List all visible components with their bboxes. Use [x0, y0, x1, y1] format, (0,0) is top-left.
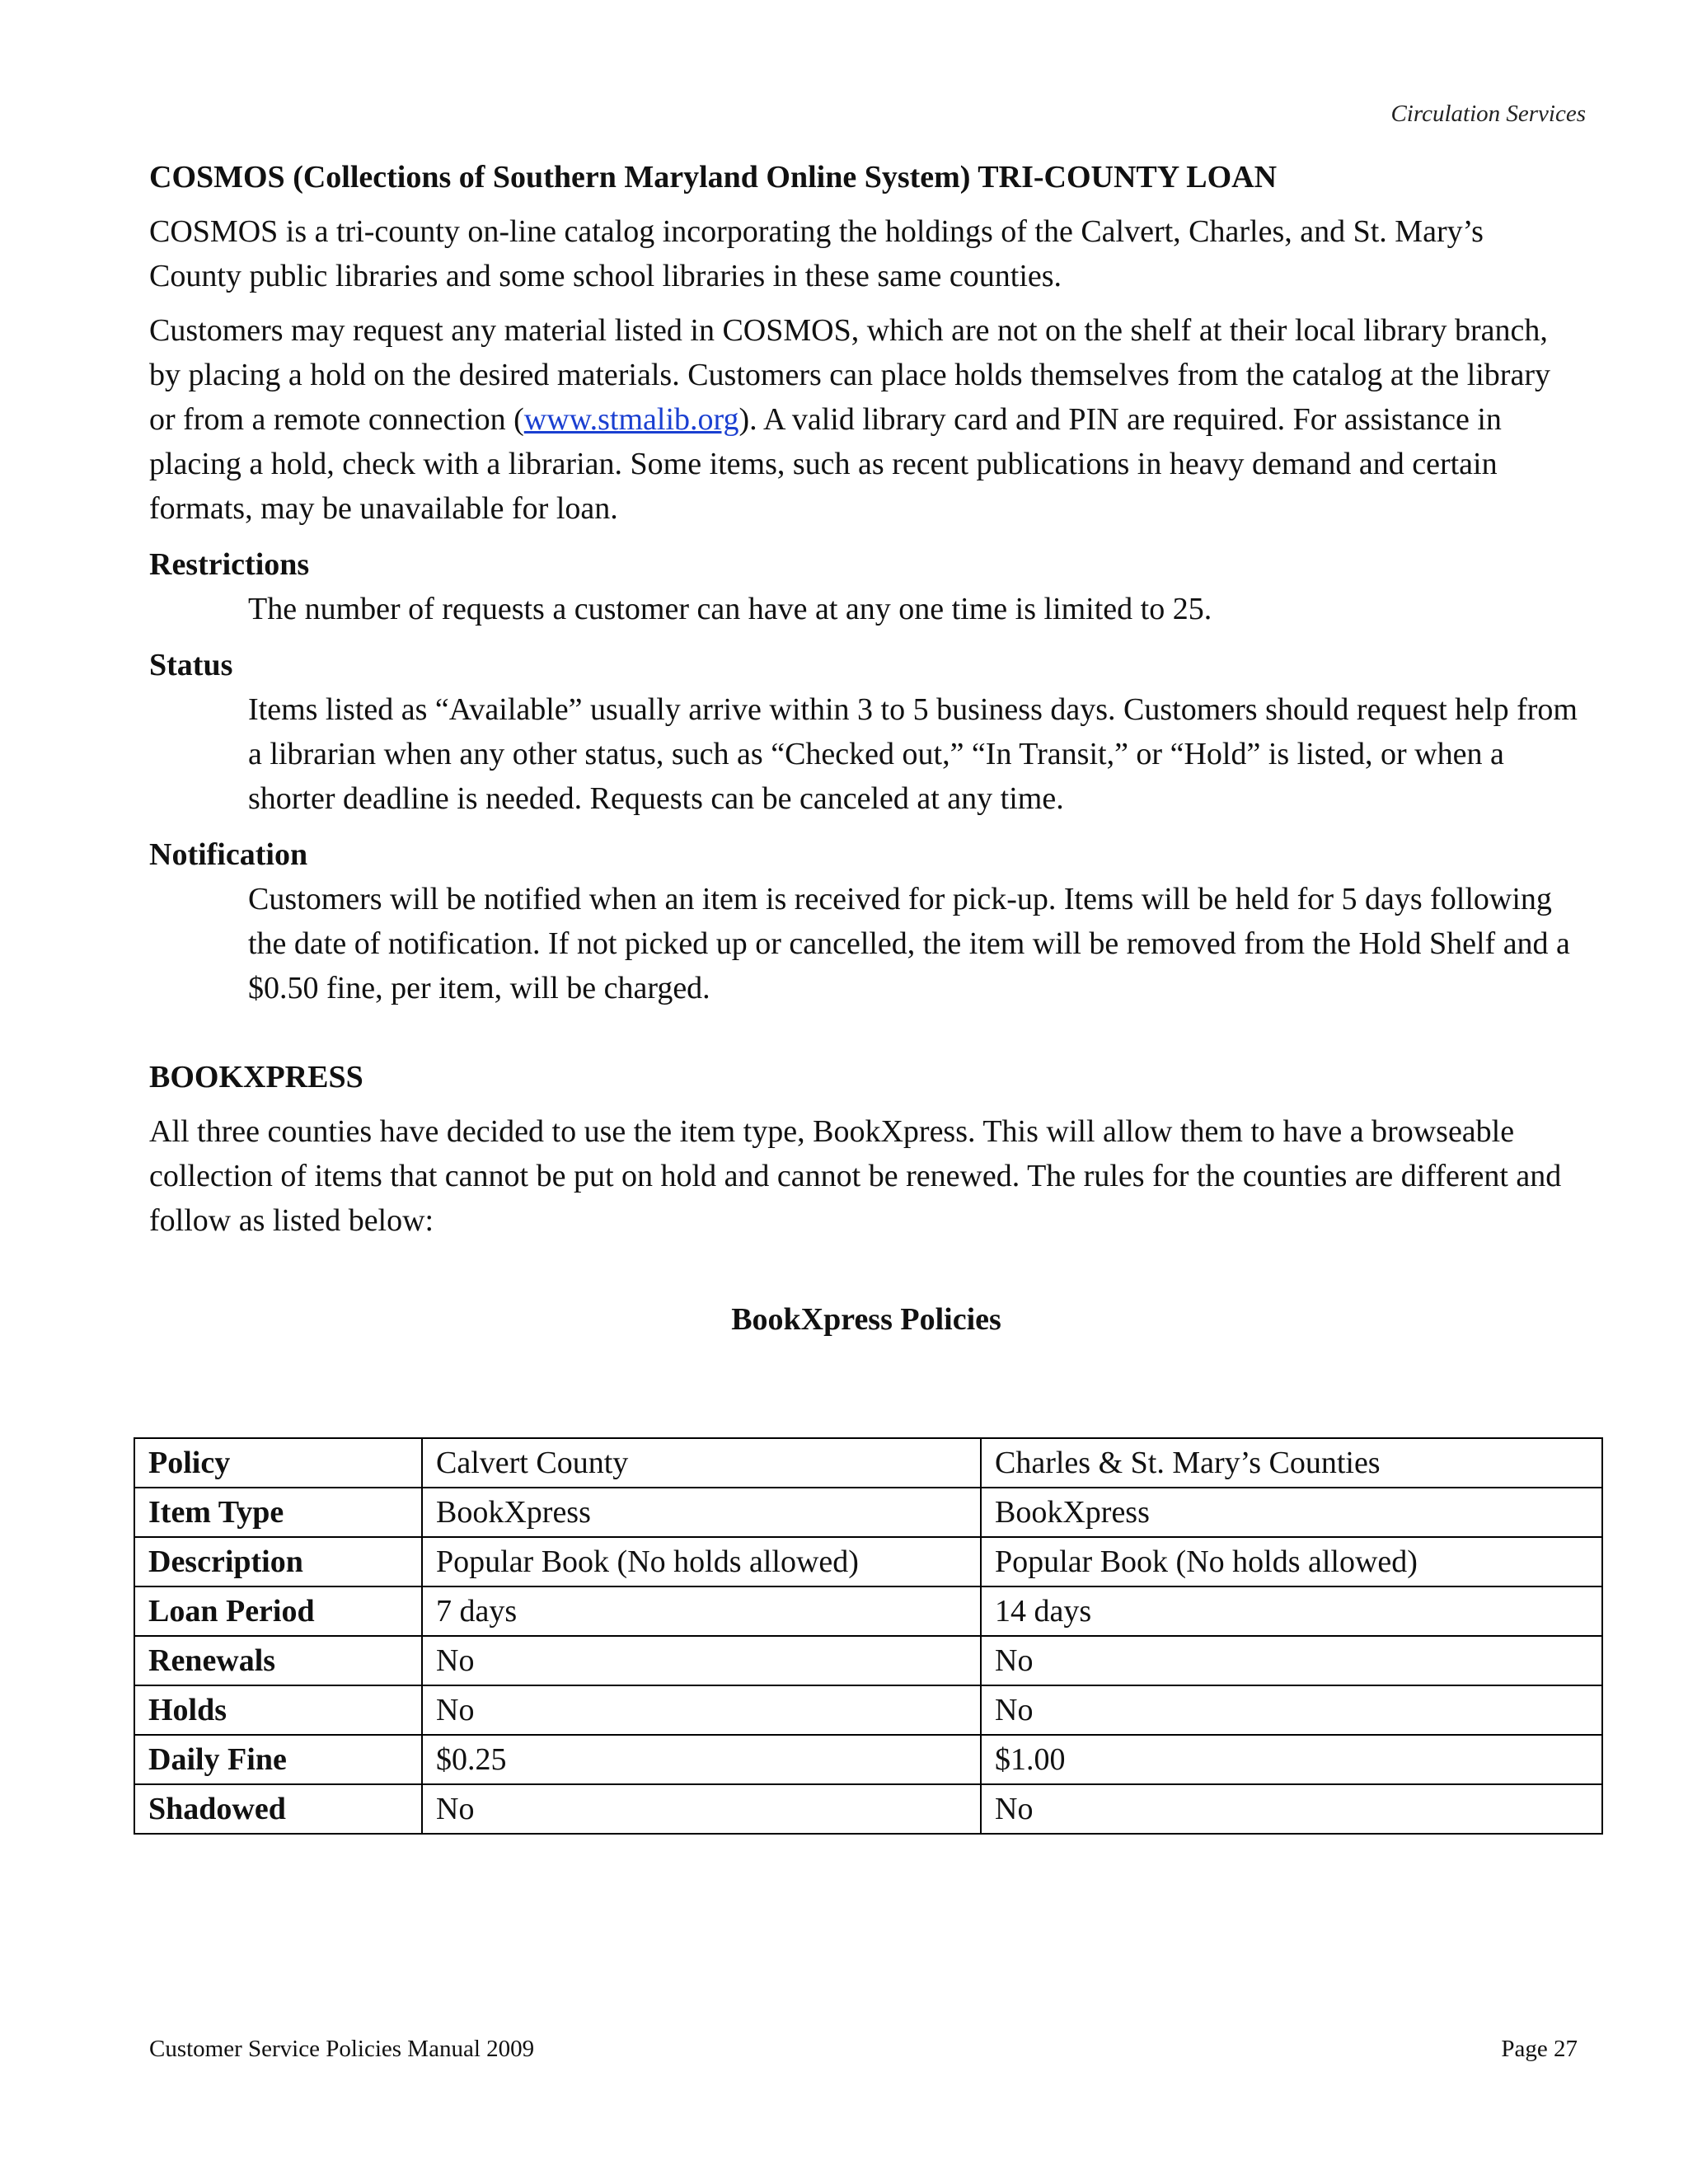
footer-manual-title: Customer Service Policies Manual 2009: [149, 2036, 535, 2062]
running-header: Circulation Services: [1390, 101, 1586, 127]
calvert-county-cell: BookXpress: [422, 1488, 981, 1537]
charles-stmarys-cell: No: [981, 1636, 1602, 1685]
calvert-county-cell: 7 days: [422, 1586, 981, 1636]
footer-page-number: Page 27: [1501, 2036, 1578, 2062]
policy-name-cell: Daily Fine: [134, 1735, 422, 1784]
table-row: [134, 1636, 1602, 1685]
table-row: [134, 1537, 1602, 1586]
policy-name-cell: Renewals: [134, 1636, 422, 1685]
cosmos-paragraph-2: [149, 308, 1583, 531]
bookxpress-policies-table: [134, 1437, 1603, 1835]
charles-stmarys-cell: No: [981, 1685, 1602, 1735]
policy-name-cell: Item Type: [134, 1488, 422, 1537]
status-text: Items listed as “Available” usually arrive within 3 to 5 business days. Customers should request help from a librarian when any other status, such as “Checked out,” “In Transit,” or “Hold” is listed, or when a shorter deadline is needed. Requests can be canceled at any time.: [248, 692, 1578, 816]
library-website-link[interactable]: www.stmalib.org: [523, 402, 739, 437]
notification-heading: Notification: [149, 837, 308, 872]
table-title: BookXpress Policies: [731, 1302, 1001, 1337]
policy-name-cell: Holds: [134, 1685, 422, 1735]
charles-stmarys-cell: No: [981, 1784, 1602, 1834]
status-heading: Status: [149, 648, 233, 682]
table-row: [134, 1488, 1602, 1537]
table-row: [134, 1586, 1602, 1636]
policy-name-cell: Description: [134, 1537, 422, 1586]
policy-name-cell: Loan Period: [134, 1586, 422, 1636]
policy-name-cell: Shadowed: [134, 1784, 422, 1834]
calvert-county-cell: Calvert County: [422, 1438, 981, 1488]
cosmos-heading: COSMOS (Collections of Southern Maryland Online System) TRI-COUNTY LOAN: [149, 160, 1278, 194]
calvert-county-cell: Popular Book (No holds allowed): [422, 1537, 981, 1586]
policy-name-cell: Policy: [134, 1438, 422, 1488]
main-content: [149, 155, 1583, 1342]
table-row: [134, 1784, 1602, 1834]
cosmos-paragraph-1: COSMOS is a tri-county on-line catalog incorporating the holdings of the Calvert, Charles, and St. Mary’s County public libraries and some school libraries in these same counties.: [149, 214, 1484, 293]
charles-stmarys-cell: Charles & St. Mary’s Counties: [981, 1438, 1602, 1488]
charles-stmarys-cell: BookXpress: [981, 1488, 1602, 1537]
bookxpress-heading: BOOKXPRESS: [149, 1060, 363, 1094]
notification-text: Customers will be notified when an item is received for pick-up. Items will be held for 5 days following the date of notification. If not picked up or cancelled, the item will be removed from the Hold Shelf and a $0.50 fine, per item, will be charged.: [248, 882, 1570, 1005]
table-row: [134, 1735, 1602, 1784]
calvert-county-cell: No: [422, 1636, 981, 1685]
charles-stmarys-cell: $1.00: [981, 1735, 1602, 1784]
table-header-row: [134, 1438, 1602, 1488]
cosmos-paragraph-2-end: ). A valid library card and PIN are required. For assistance in placing a hold, check with a librarian. Some items, such as recent publications in heavy demand and certain formats, may be unavailable for loan.: [149, 402, 1502, 526]
table-row: [134, 1685, 1602, 1735]
charles-stmarys-cell: Popular Book (No holds allowed): [981, 1537, 1602, 1586]
calvert-county-cell: No: [422, 1685, 981, 1735]
calvert-county-cell: No: [422, 1784, 981, 1834]
bookxpress-paragraph: All three counties have decided to use the item type, BookXpress. This will allow them to have a browseable collection of items that cannot be put on hold and cannot be renewed. The rules for the counties are different and follow as listed below:: [149, 1114, 1562, 1238]
restrictions-text: The number of requests a customer can have at any one time is limited to 25.: [248, 592, 1212, 626]
cosmos-paragraph-2-start: Customers may request any material listed in COSMOS, which are not on the shelf at their local library branch, by placing a hold on the desired materials. Customers can place holds themselves from the catalog at the library or from a remote connection (: [149, 313, 1550, 437]
calvert-county-cell: $0.25: [422, 1735, 981, 1784]
restrictions-heading: Restrictions: [149, 547, 310, 582]
charles-stmarys-cell: 14 days: [981, 1586, 1602, 1636]
